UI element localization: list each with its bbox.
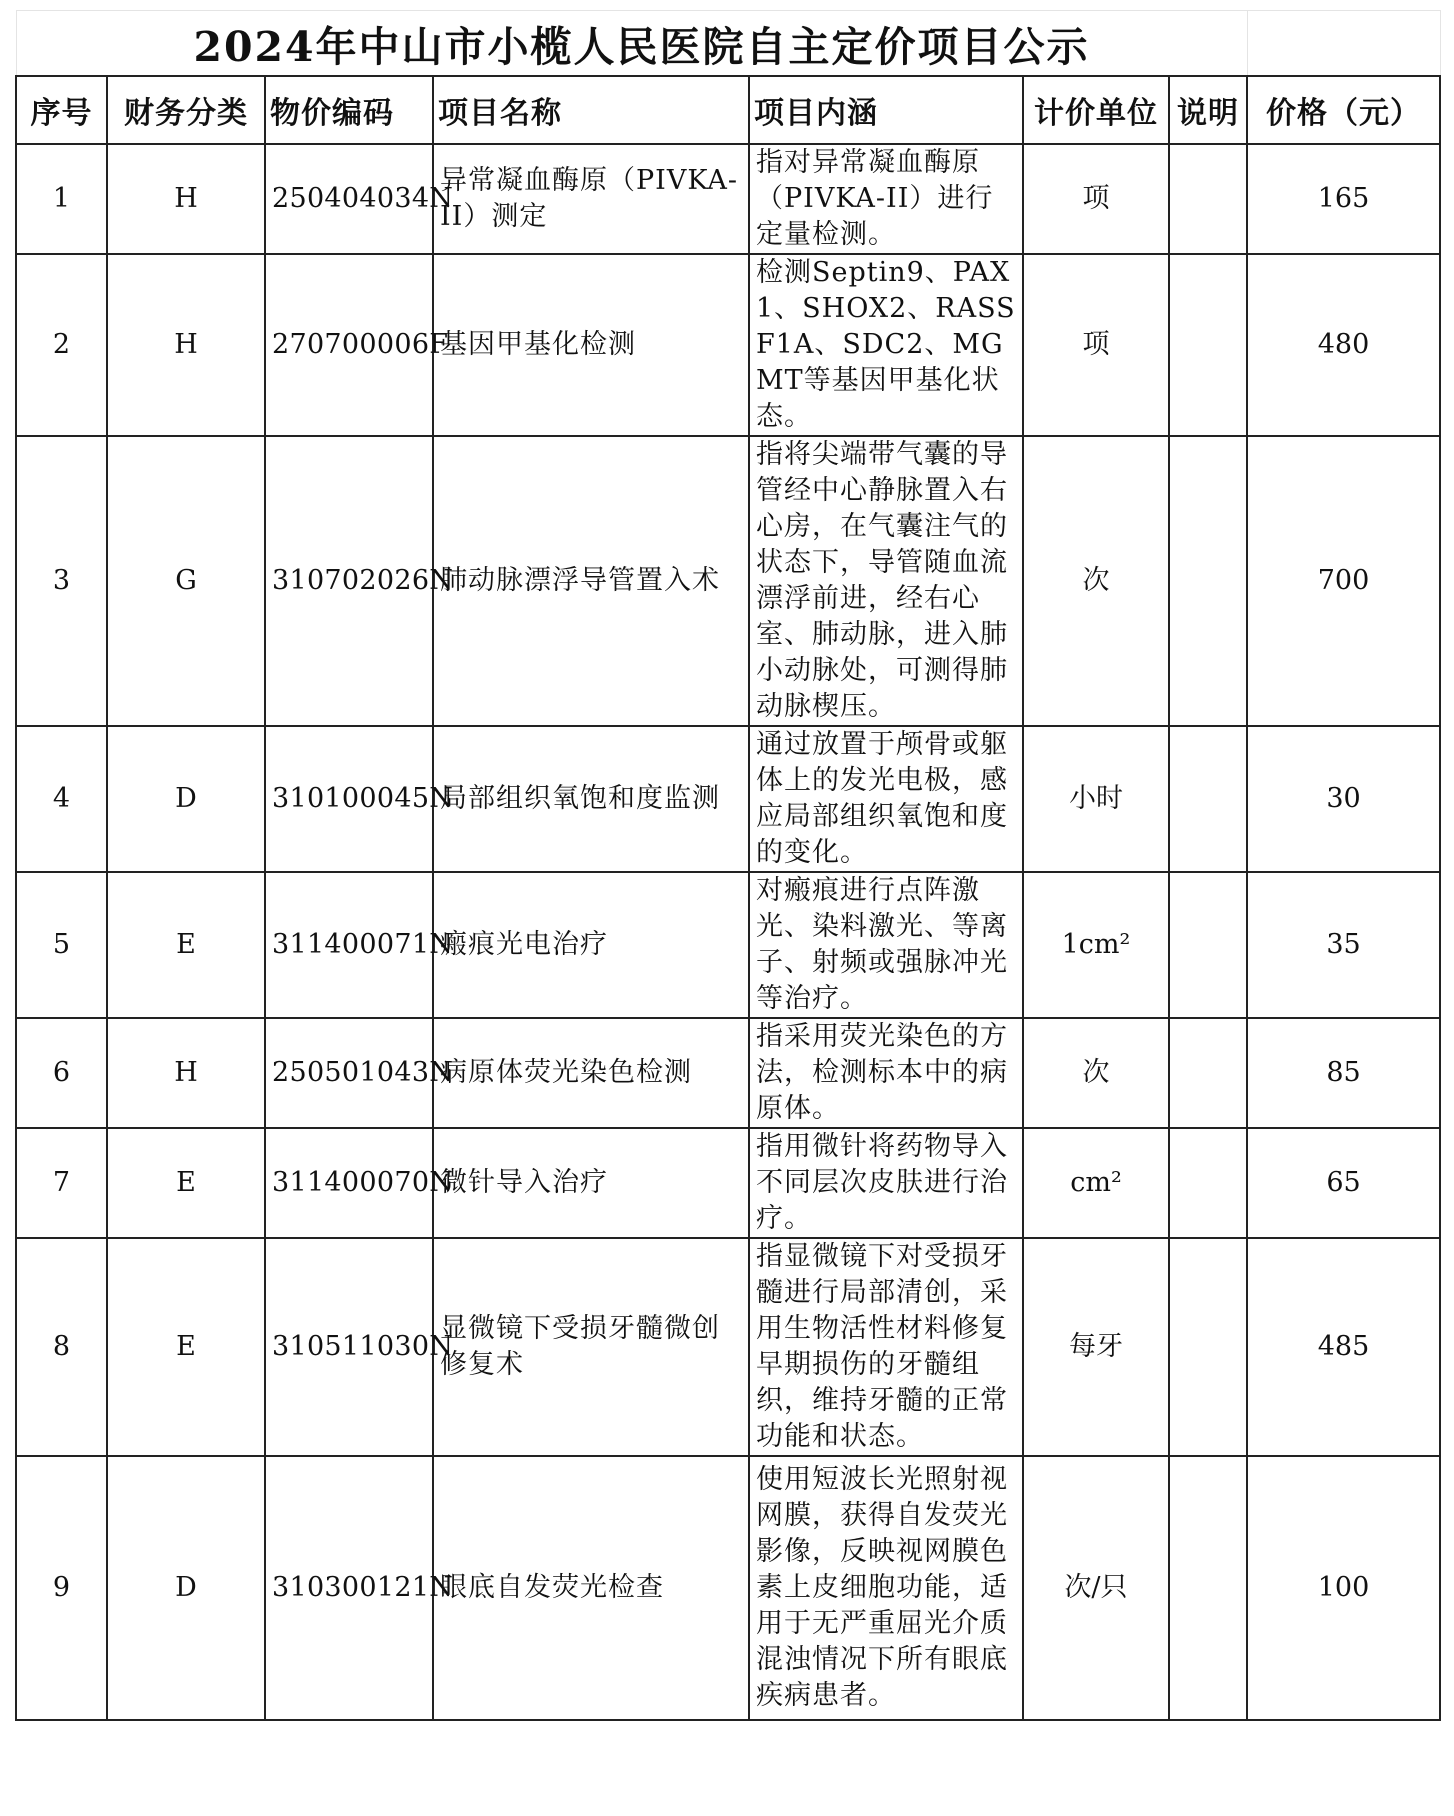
cell-index: 3 <box>16 436 107 726</box>
cell-price: 485 <box>1247 1238 1440 1456</box>
cell-index: 8 <box>16 1238 107 1456</box>
cell-unit: cm² <box>1023 1128 1169 1238</box>
cell-unit: 1cm² <box>1023 872 1169 1018</box>
cell-price: 480 <box>1247 254 1440 436</box>
cell-unit: 每牙 <box>1023 1238 1169 1456</box>
cell-note <box>1169 872 1247 1018</box>
cell-note <box>1169 254 1247 436</box>
cell-name: 显微镜下受损牙髓微创修复术 <box>433 1238 749 1456</box>
cell-index: 1 <box>16 144 107 254</box>
cell-code: 270700006F <box>265 254 433 436</box>
table-row <box>16 1128 1440 1238</box>
cell-note <box>1169 1128 1247 1238</box>
cell-index: 9 <box>16 1456 107 1720</box>
cell-content: 检测Septin9、PAX1、SHOX2、RASSF1A、SDC2、MGMT等基因甲基化状态。 <box>749 254 1023 436</box>
header-content: 项目内涵 <box>749 76 1023 144</box>
cell-unit: 次/只 <box>1023 1456 1169 1720</box>
table-row <box>16 254 1440 436</box>
cell-note <box>1169 1238 1247 1456</box>
header-row <box>16 76 1440 144</box>
cell-category: G <box>107 436 265 726</box>
cell-price: 35 <box>1247 872 1440 1018</box>
cell-name: 微针导入治疗 <box>433 1128 749 1238</box>
header-price: 价格（元） <box>1247 76 1440 144</box>
header-name: 项目名称 <box>433 76 749 144</box>
cell-unit: 项 <box>1023 254 1169 436</box>
title-blank-cell <box>1247 11 1440 77</box>
table-row <box>16 872 1440 1018</box>
cell-category: H <box>107 1018 265 1128</box>
cell-category: E <box>107 872 265 1018</box>
cell-category: E <box>107 1238 265 1456</box>
cell-category: H <box>107 144 265 254</box>
cell-price: 700 <box>1247 436 1440 726</box>
cell-code: 310702026N <box>265 436 433 726</box>
cell-note <box>1169 436 1247 726</box>
price-sheet <box>15 10 1439 1721</box>
title-row <box>16 11 1440 77</box>
cell-note <box>1169 1456 1247 1720</box>
cell-index: 5 <box>16 872 107 1018</box>
table-row <box>16 1018 1440 1128</box>
cell-index: 2 <box>16 254 107 436</box>
cell-index: 6 <box>16 1018 107 1128</box>
cell-note <box>1169 726 1247 872</box>
header-code: 物价编码 <box>265 76 433 144</box>
page-title: 2024年中山市小榄人民医院自主定价项目公示 <box>16 11 1247 77</box>
cell-price: 65 <box>1247 1128 1440 1238</box>
cell-note <box>1169 144 1247 254</box>
cell-name: 肺动脉漂浮导管置入术 <box>433 436 749 726</box>
cell-code: 250404034N <box>265 144 433 254</box>
cell-content: 指用微针将药物导入不同层次皮肤进行治疗。 <box>749 1128 1023 1238</box>
cell-code: 310300121N <box>265 1456 433 1720</box>
table-row <box>16 144 1440 254</box>
cell-unit: 次 <box>1023 1018 1169 1128</box>
cell-name: 眼底自发荧光检查 <box>433 1456 749 1720</box>
cell-category: D <box>107 1456 265 1720</box>
cell-code: 310511030N <box>265 1238 433 1456</box>
header-unit: 计价单位 <box>1023 76 1169 144</box>
cell-unit: 次 <box>1023 436 1169 726</box>
cell-code: 310100045N <box>265 726 433 872</box>
cell-category: D <box>107 726 265 872</box>
cell-name: 瘢痕光电治疗 <box>433 872 749 1018</box>
cell-content: 指对异常凝血酶原（PIVKA-II）进行定量检测。 <box>749 144 1023 254</box>
cell-price: 30 <box>1247 726 1440 872</box>
cell-name: 病原体荧光染色检测 <box>433 1018 749 1128</box>
cell-content: 对瘢痕进行点阵激光、染料激光、等离子、射频或强脉冲光等治疗。 <box>749 872 1023 1018</box>
cell-index: 7 <box>16 1128 107 1238</box>
cell-code: 250501043N <box>265 1018 433 1128</box>
cell-unit: 小时 <box>1023 726 1169 872</box>
cell-content: 指采用荧光染色的方法，检测标本中的病原体。 <box>749 1018 1023 1128</box>
cell-content: 指显微镜下对受损牙髓进行局部清创，采用生物活性材料修复早期损伤的牙髓组织，维持牙髓的正常功能和状态。 <box>749 1238 1023 1456</box>
cell-category: E <box>107 1128 265 1238</box>
cell-content: 使用短波长光照射视网膜，获得自发荧光影像，反映视网膜色素上皮细胞功能，适用于无严重屈光介质混浊情况下所有眼底疾病患者。 <box>749 1456 1023 1720</box>
cell-unit: 项 <box>1023 144 1169 254</box>
header-category: 财务分类 <box>107 76 265 144</box>
cell-name: 局部组织氧饱和度监测 <box>433 726 749 872</box>
cell-name: 异常凝血酶原（PIVKA-II）测定 <box>433 144 749 254</box>
table-row <box>16 1456 1440 1720</box>
cell-code: 311400071N <box>265 872 433 1018</box>
cell-content: 指将尖端带气囊的导管经中心静脉置入右心房，在气囊注气的状态下，导管随血流漂浮前进，经右心室、肺动脉，进入肺小动脉处，可测得肺动脉楔压。 <box>749 436 1023 726</box>
table-row <box>16 726 1440 872</box>
cell-price: 85 <box>1247 1018 1440 1128</box>
table-row <box>16 1238 1440 1456</box>
cell-price: 100 <box>1247 1456 1440 1720</box>
cell-content: 通过放置于颅骨或躯体上的发光电极，感应局部组织氧饱和度的变化。 <box>749 726 1023 872</box>
header-index: 序号 <box>16 76 107 144</box>
cell-price: 165 <box>1247 144 1440 254</box>
cell-category: H <box>107 254 265 436</box>
cell-index: 4 <box>16 726 107 872</box>
table-row <box>16 436 1440 726</box>
header-note: 说明 <box>1169 76 1247 144</box>
price-table <box>15 10 1441 1721</box>
cell-code: 311400070N <box>265 1128 433 1238</box>
cell-note <box>1169 1018 1247 1128</box>
cell-name: 基因甲基化检测 <box>433 254 749 436</box>
